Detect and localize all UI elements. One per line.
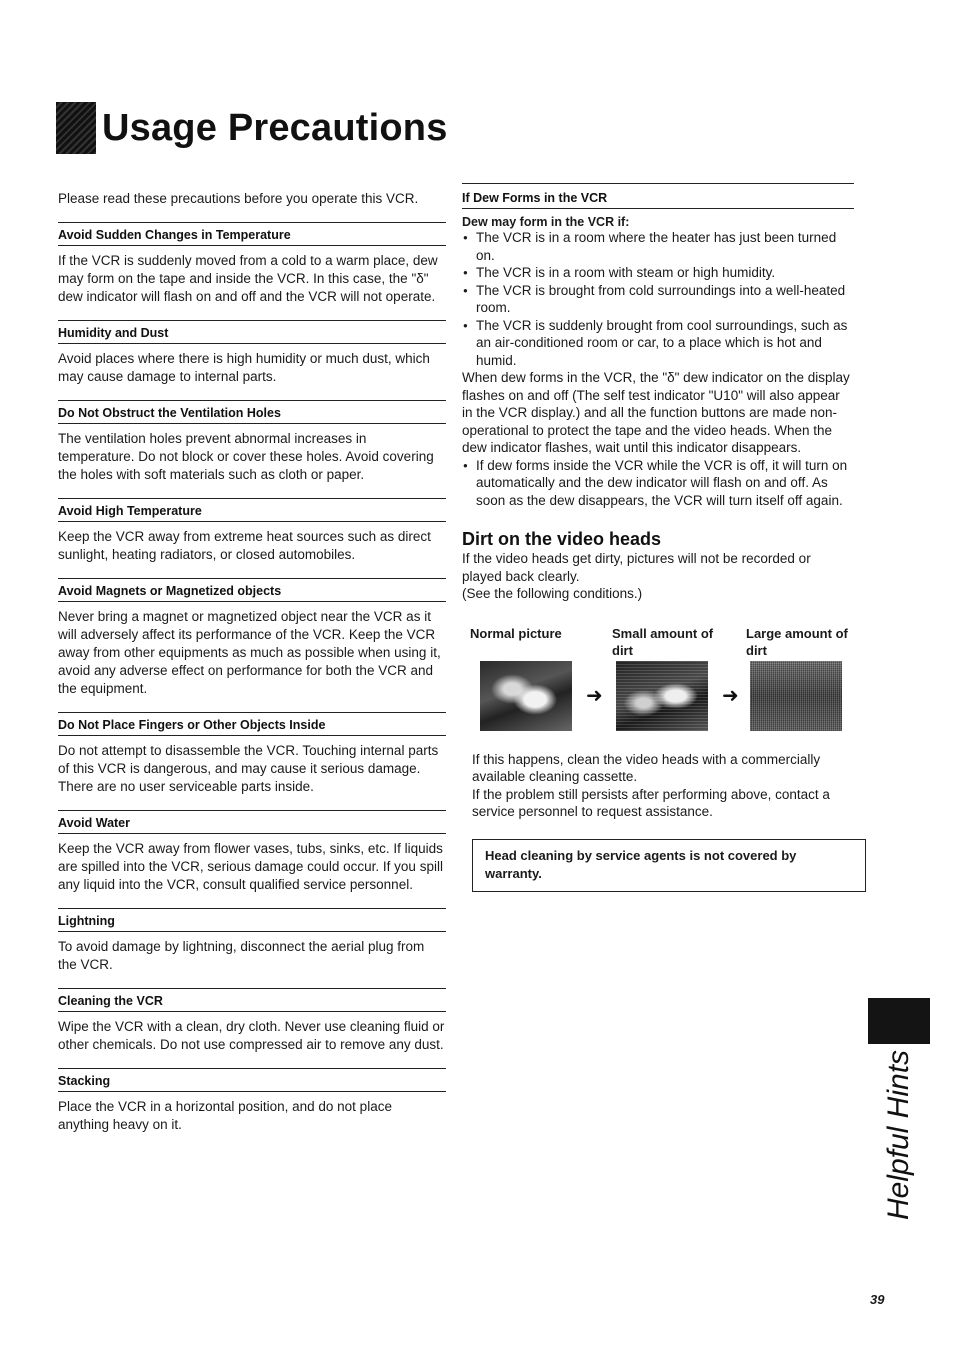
dew-bullet: ● The VCR is brought from cold surroundings into a well-heated room. [462,282,854,317]
section-heading: Do Not Obstruct the Ventilation Holes [58,400,446,424]
large-dirt-picture-image [750,661,842,731]
section-heading: Humidity and Dust [58,320,446,344]
dirt-intro-note: (See the following conditions.) [462,586,643,601]
title-marker-block [56,102,96,154]
cleaning-advice: If this happens, clean the video heads with a commercially available cleaning cassette. [472,751,821,784]
section-body: Never bring a magnet or magnetized object near the VCR as it will adversely affect its performance of the VCR. Keep the VCR away from other equipments as much as possible when using it, avoid any adverse effect on performance for both the VCR and the equipment. [58,609,441,696]
dew-heading: If Dew Forms in the VCR [462,183,854,209]
section-ventilation [58,400,446,484]
section-stacking [58,1068,446,1134]
dirt-intro: If the video heads get dirty, pictures will not be recorded or played back clearly. [462,551,811,584]
arrow-right-icon: ➜ [586,684,603,707]
section-humidity-dust [58,320,446,386]
side-tab-label: Helpful Hints [882,1049,915,1221]
dew-final-bullet: ● If dew forms inside the VCR while the VCR is off, it will turn on automatically and the dew indicator will flash on and off. As soon as the dew disappears, the VCR will turn itself off again. [462,457,854,510]
section-high-temperature [58,498,446,564]
side-tab-marker [868,998,930,1044]
dew-paragraph: When dew forms in the VCR, the "δ" dew indicator on the display flashes on and off (The self test indicator "U10" will also appear in the VCR display.) and all the function buttons are made non-operational to protect the tape and the video heads. When the dew indicator flashes, wait until this indicator disappears. [462,370,850,455]
section-heading: Avoid Magnets or Magnetized objects [58,578,446,602]
normal-picture-image [480,661,572,731]
section-body: Avoid places where there is high humidity or much dust, which may cause damage to internal parts. [58,351,430,384]
left-column [58,190,446,1148]
section-body: Place the VCR in a horizontal position, and do not place anything heavy on it. [58,1099,392,1132]
section-magnets [58,578,446,698]
section-heading: Avoid Sudden Changes in Temperature [58,222,446,246]
small-dirt-picture-image [616,661,708,731]
section-heading: Avoid Water [58,810,446,834]
section-heading: Lightning [58,908,446,932]
section-body: If the VCR is suddenly moved from a cold to a warm place, dew may form on the tape and inside the VCR. In this case, the "δ" dew indicator will flash on and off and the VCR will not operate. [58,253,438,304]
section-heading: Cleaning the VCR [58,988,446,1012]
section-body: Do not attempt to disassemble the VCR. Touching internal parts of this VCR is dangerous, and may cause it serious damage. There are no user serviceable parts inside. [58,743,439,794]
label-large-dirt: Large amount of dirt [746,625,848,658]
section-heading: Do Not Place Fingers or Other Objects Inside [58,712,446,736]
right-column [462,183,854,892]
section-body: Wipe the VCR with a clean, dry cloth. Never use cleaning fluid or other chemicals. Do not use compressed air to remove any dust. [58,1019,445,1052]
label-normal-picture: Normal picture [470,625,562,641]
section-body: The ventilation holes prevent abnormal increases in temperature. Do not block or cover these holes. Avoid covering the holes with soft materials such as cloth or paper. [58,431,434,482]
page-number: 39 [870,1292,885,1307]
section-cleaning [58,988,446,1054]
section-body: To avoid damage by lightning, disconnect the aerial plug from the VCR. [58,939,425,972]
section-body: Keep the VCR away from extreme heat sources such as direct sunlight, heating radiators, or closed automobiles. [58,529,431,562]
dew-bullet: ● The VCR is in a room with steam or high humidity. [462,264,854,282]
section-temperature-change [58,222,446,306]
dew-subheading: Dew may form in the VCR if: [462,215,630,229]
section-water [58,810,446,894]
warranty-note-box: Head cleaning by service agents is not covered by warranty. [472,839,866,892]
dew-bullet: ● The VCR is in a room where the heater has just been turned on. [462,229,854,264]
section-fingers-objects [58,712,446,796]
section-lightning [58,908,446,974]
dew-bullet: ● The VCR is suddenly brought from cool surroundings, such as an air-conditioned room or car, to a place which is hot and humid. [462,317,854,370]
page-title: Usage Precautions [102,106,448,149]
service-advice: If the problem still persists after performing above, contact a service personnel to request assistance. [472,786,830,819]
picture-examples [462,661,854,733]
section-heading: Avoid High Temperature [58,498,446,522]
arrow-right-icon: ➜ [722,684,739,707]
picture-labels [462,625,854,659]
dirt-heading: Dirt on the video heads [462,529,662,549]
section-body: Keep the VCR away from flower vases, tubs, sinks, etc. If liquids are spilled into the VCR, serious damage could occur. If you spill any liquid into the VCR, consult qualified service personnel. [58,841,443,892]
intro-text: Please read these precautions before you operate this VCR. [58,191,419,206]
title-area [56,100,448,156]
label-small-dirt: Small amount of dirt [612,625,714,658]
section-heading: Stacking [58,1068,446,1092]
